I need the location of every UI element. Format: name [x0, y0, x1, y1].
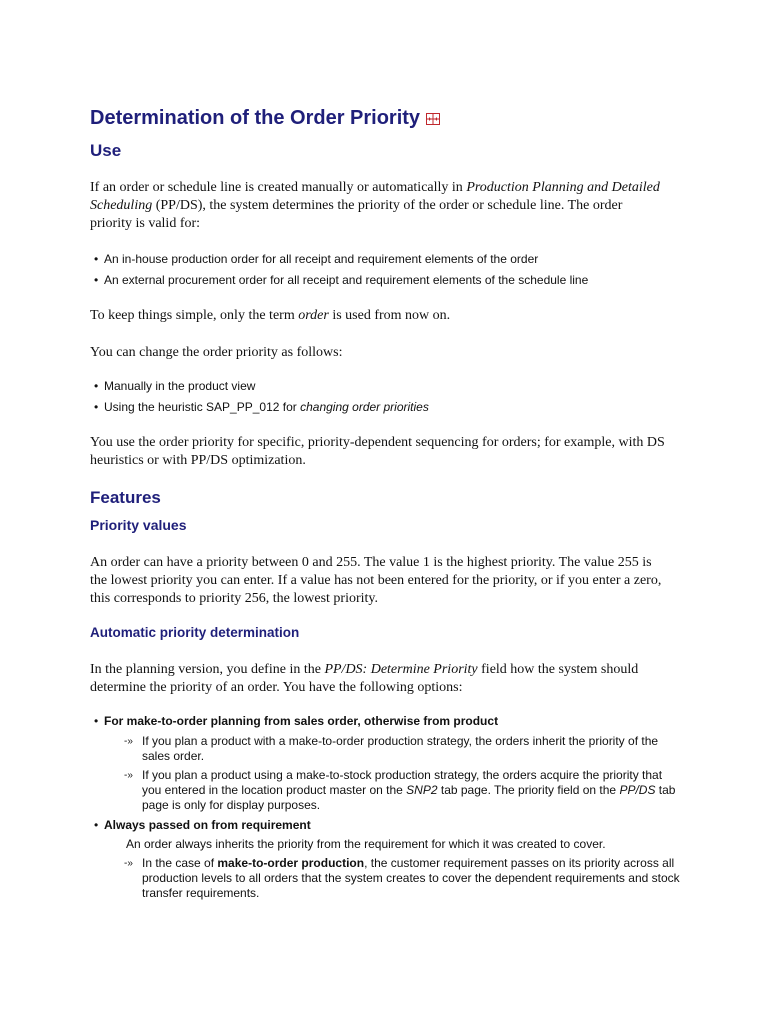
- sub-list-item-text: In the case of: [142, 856, 218, 870]
- auto-priority-heading: Automatic priority determination: [90, 625, 300, 640]
- option-item: [94, 818, 311, 833]
- auto-priority-paragraph: [90, 661, 665, 697]
- expand-box-icon[interactable]: [426, 108, 440, 131]
- option-1-label: For make-to-order planning from sales order, otherwise from product: [104, 714, 499, 728]
- use-p1-text-b: (PP/DS), the system determines the priority of the order or schedule line. The order priority is valid for:: [90, 198, 623, 231]
- sub-list-item: [124, 768, 682, 813]
- sub-list-item-bold: make-to-order production: [217, 856, 365, 870]
- list-item-text: Manually in the product view: [104, 379, 256, 393]
- sub-list-item: [124, 856, 682, 901]
- bullet-icon: •: [94, 252, 99, 266]
- use-p1-text-a: If an order or schedule line is created manually or automatically in: [90, 180, 467, 195]
- sub-list-item-text: If you plan a product using a make-to-stock production strategy, the orders acquire the priority that you entered in the location product master on the: [142, 768, 663, 797]
- priority-values-heading: Priority values: [90, 517, 187, 533]
- bullet-icon: •: [94, 400, 99, 414]
- features-heading: Features: [90, 488, 161, 507]
- list-item-text: An external procurement order for all receipt and requirement elements of the schedule line: [104, 273, 589, 287]
- snp2-tab-name: SNP2: [406, 783, 438, 797]
- option-2-description: An order always inherits the priority from the requirement for which it was created to cover.: [126, 837, 606, 851]
- use-paragraph-1: [90, 179, 665, 233]
- list-item: [94, 379, 256, 394]
- ppds-tab-name: PP/DS: [619, 783, 656, 797]
- arrow-bullet-icon: -»: [124, 736, 133, 747]
- page-title-text: Determination of the Order Priority: [90, 107, 421, 129]
- heuristic-link[interactable]: changing order priorities: [300, 400, 429, 414]
- option-item: [94, 714, 499, 729]
- use-p2-text-a: To keep things simple, only the term: [90, 308, 299, 323]
- arrow-bullet-icon: -»: [124, 770, 133, 781]
- list-item: [94, 252, 539, 267]
- use-p2-text-b: is used from now on.: [328, 308, 451, 323]
- bullet-icon: •: [94, 818, 99, 832]
- use-heading: Use: [90, 141, 122, 160]
- priority-values-paragraph: An order can have a priority between 0 and 255. The value 1 is the highest priority. The value 255 is the lowest priority you can enter. If a value has not been entered for the priority, or if you enter a zero, this corresponds to priority 256, the lowest priority.: [90, 555, 662, 606]
- arrow-bullet-icon: -»: [124, 858, 133, 869]
- list-item: [94, 273, 589, 288]
- sub-list-item: [124, 734, 682, 764]
- use-paragraph-2: [90, 307, 665, 325]
- option-2-label: Always passed on from requirement: [104, 818, 311, 832]
- list-item: [94, 400, 429, 415]
- sub-list-item-text: If you plan a product with a make-to-order production strategy, the orders inherit the priority of the sales order.: [142, 734, 659, 763]
- list-item-text: Using the heuristic SAP_PP_012 for: [104, 400, 301, 414]
- sub-list-item-text: tab page is only for display purposes.: [142, 783, 676, 812]
- auto-p-text-b: field how the system should determine the priority of an order. You have the following options:: [90, 662, 639, 695]
- use-paragraph-3: You can change the order priority as follows:: [90, 345, 343, 360]
- use-paragraph-4: You use the order priority for specific, priority-dependent sequencing for orders; for example, with DS heuristics or with PP/DS optimization.: [90, 435, 665, 468]
- sub-list-item-text: , the customer requirement passes on its priority across all production levels to all orders that the system creates to cover the dependent requirements and stock transfer requirements.: [142, 856, 680, 900]
- bullet-icon: •: [94, 273, 99, 287]
- auto-p-italic: PP/DS: Determine Priority: [324, 662, 478, 677]
- bullet-icon: •: [94, 714, 99, 728]
- list-item-text: An in-house production order for all receipt and requirement elements of the order: [104, 252, 539, 266]
- use-p1-italic: Production Planning and Detailed Scheduling: [90, 180, 660, 213]
- sub-list-item-text: tab page. The priority field on the: [437, 783, 620, 797]
- page-title: [90, 107, 440, 131]
- auto-p-text-a: In the planning version, you define in the: [90, 662, 325, 677]
- bullet-icon: •: [94, 379, 99, 393]
- use-p2-italic: order: [298, 308, 329, 323]
